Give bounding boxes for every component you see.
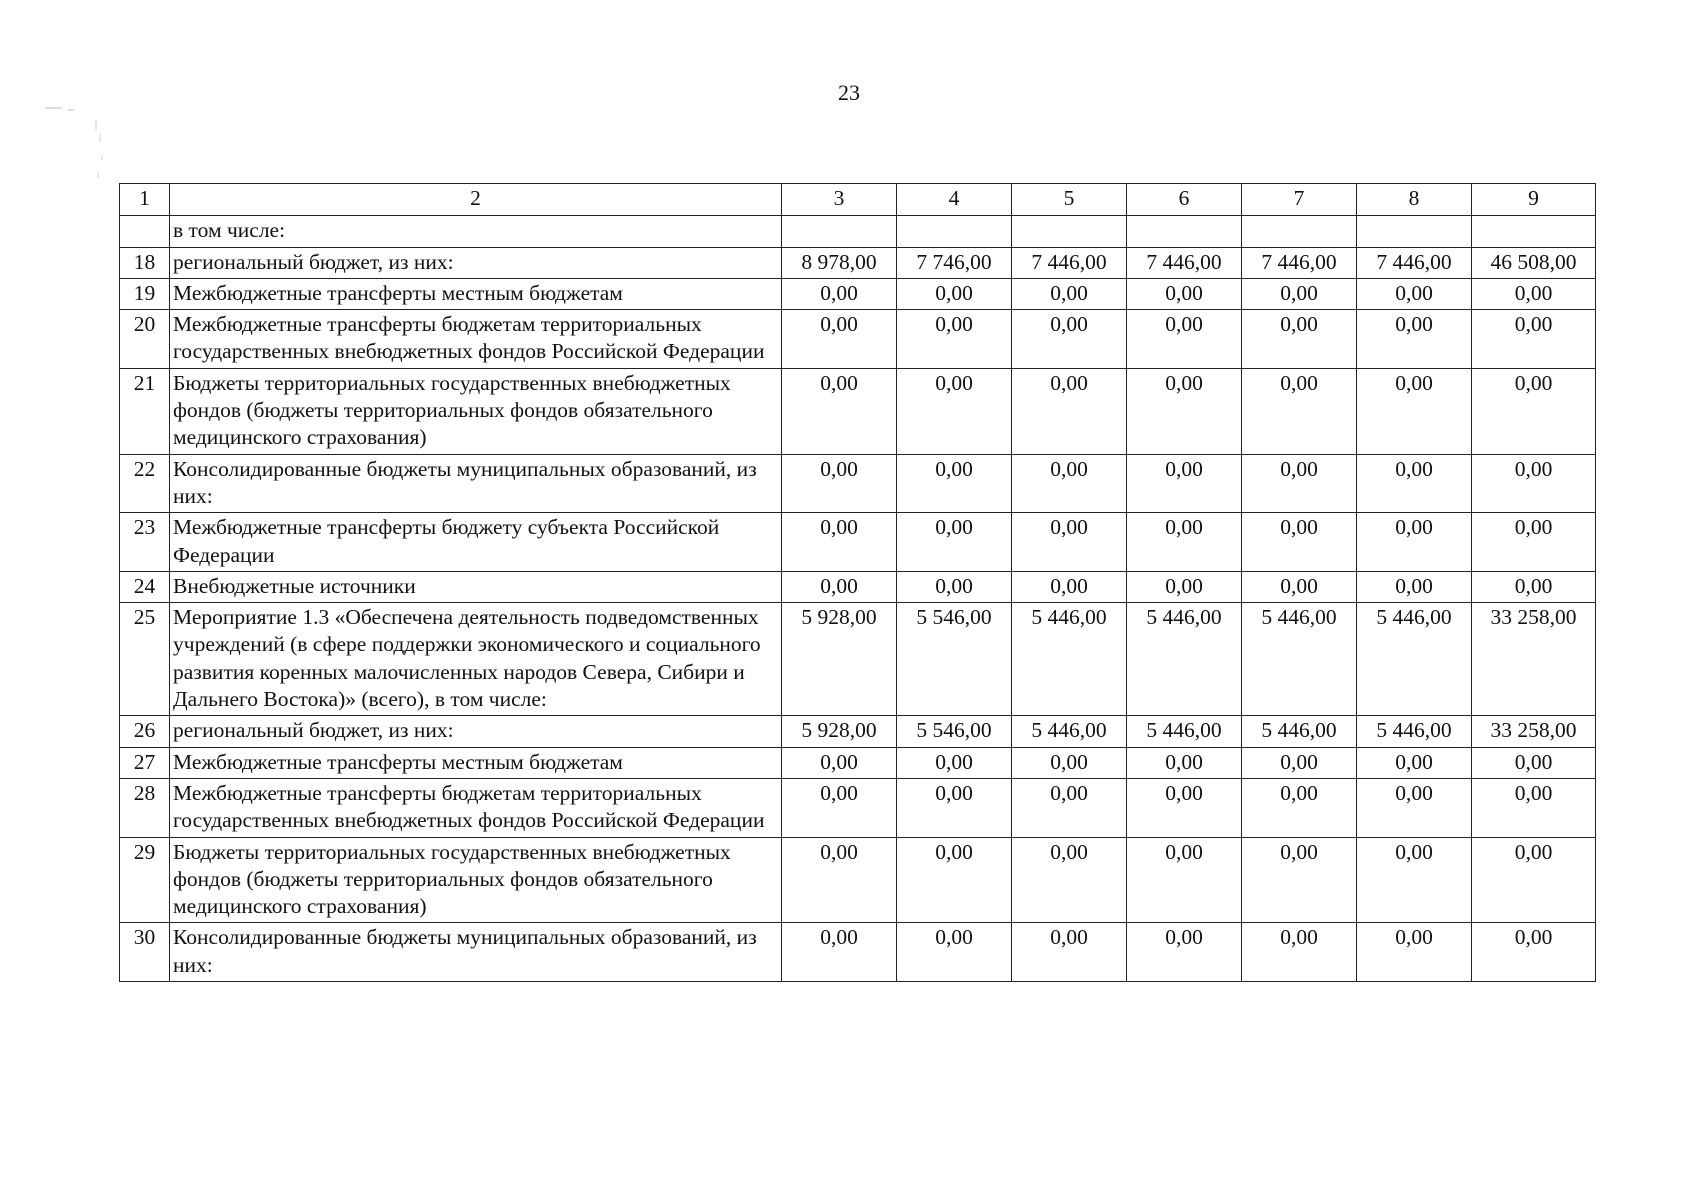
row-number: 21 <box>120 368 170 454</box>
row-description: региональный бюджет, из них: <box>170 247 782 278</box>
row-number: 27 <box>120 747 170 778</box>
row-description: Бюджеты территориальных государственных внебюджетных фондов (бюджеты территориальных фондов обязательного медицинского страхования) <box>170 837 782 923</box>
value-cell-col-9: 0,00 <box>1472 747 1596 778</box>
value-cell-col-8: 0,00 <box>1357 513 1472 572</box>
table-header-row <box>120 184 1596 216</box>
value-cell-col-9: 0,00 <box>1472 778 1596 837</box>
row-number: 29 <box>120 837 170 923</box>
table-row <box>120 368 1596 454</box>
row-number: 30 <box>120 923 170 982</box>
value-cell-col-8: 0,00 <box>1357 310 1472 369</box>
row-description: Консолидированные бюджеты муниципальных образований, из них: <box>170 923 782 982</box>
value-cell-col-7: 0,00 <box>1242 278 1357 309</box>
value-cell-col-8: 0,00 <box>1357 747 1472 778</box>
column-header-3: 3 <box>782 184 897 216</box>
value-cell-col-9: 0,00 <box>1472 278 1596 309</box>
row-description: в том числе: <box>170 216 782 247</box>
table-row <box>120 513 1596 572</box>
value-cell-col-6: 0,00 <box>1127 454 1242 513</box>
row-description: Консолидированные бюджеты муниципальных образований, из них: <box>170 454 782 513</box>
value-cell-col-9: 0,00 <box>1472 923 1596 982</box>
value-cell-col-8: 5 446,00 <box>1357 603 1472 716</box>
table-row <box>120 778 1596 837</box>
value-cell-col-4: 0,00 <box>897 310 1012 369</box>
value-cell-col-8: 0,00 <box>1357 837 1472 923</box>
value-cell-col-5: 0,00 <box>1012 747 1127 778</box>
row-number: 20 <box>120 310 170 369</box>
value-cell-col-6: 0,00 <box>1127 923 1242 982</box>
value-cell-col-5 <box>1012 216 1127 247</box>
value-cell-col-6: 0,00 <box>1127 310 1242 369</box>
value-cell-col-8: 0,00 <box>1357 571 1472 602</box>
value-cell-col-7: 0,00 <box>1242 571 1357 602</box>
value-cell-col-3: 0,00 <box>782 923 897 982</box>
table-row <box>120 923 1596 982</box>
row-description: Внебюджетные источники <box>170 571 782 602</box>
table-row <box>120 716 1596 747</box>
row-number: 23 <box>120 513 170 572</box>
value-cell-col-9: 46 508,00 <box>1472 247 1596 278</box>
table-row <box>120 278 1596 309</box>
table-row <box>120 310 1596 369</box>
value-cell-col-4: 0,00 <box>897 923 1012 982</box>
row-number: 22 <box>120 454 170 513</box>
value-cell-col-3: 0,00 <box>782 778 897 837</box>
column-header-4: 4 <box>897 184 1012 216</box>
row-description: Мероприятие 1.3 «Обеспечена деятельность подведомственных учреждений (в сфере поддержки экономического и социального развития коренных малочисленных народов Севера, Сибири и Дальнего Востока)» (всего), в том числе: <box>170 603 782 716</box>
value-cell-col-7: 0,00 <box>1242 454 1357 513</box>
row-number: 25 <box>120 603 170 716</box>
row-description: Межбюджетные трансферты местным бюджетам <box>170 278 782 309</box>
column-header-2: 2 <box>170 184 782 216</box>
value-cell-col-4: 0,00 <box>897 778 1012 837</box>
value-cell-col-4: 0,00 <box>897 454 1012 513</box>
table-row <box>120 603 1596 716</box>
value-cell-col-7: 7 446,00 <box>1242 247 1357 278</box>
row-number: 18 <box>120 247 170 278</box>
value-cell-col-5: 0,00 <box>1012 778 1127 837</box>
row-description: региональный бюджет, из них: <box>170 716 782 747</box>
value-cell-col-6: 0,00 <box>1127 747 1242 778</box>
row-number: 28 <box>120 778 170 837</box>
column-header-9: 9 <box>1472 184 1596 216</box>
value-cell-col-4: 0,00 <box>897 837 1012 923</box>
value-cell-col-8: 0,00 <box>1357 368 1472 454</box>
value-cell-col-4: 7 746,00 <box>897 247 1012 278</box>
table-row <box>120 454 1596 513</box>
value-cell-col-7: 0,00 <box>1242 747 1357 778</box>
value-cell-col-3 <box>782 216 897 247</box>
value-cell-col-5: 0,00 <box>1012 923 1127 982</box>
value-cell-col-7 <box>1242 216 1357 247</box>
row-number: 19 <box>120 278 170 309</box>
value-cell-col-7: 0,00 <box>1242 310 1357 369</box>
value-cell-col-7: 5 446,00 <box>1242 716 1357 747</box>
value-cell-col-4: 0,00 <box>897 513 1012 572</box>
value-cell-col-9 <box>1472 216 1596 247</box>
value-cell-col-5: 0,00 <box>1012 310 1127 369</box>
value-cell-col-5: 0,00 <box>1012 513 1127 572</box>
value-cell-col-8: 7 446,00 <box>1357 247 1472 278</box>
table-row <box>120 571 1596 602</box>
value-cell-col-6: 0,00 <box>1127 278 1242 309</box>
column-header-6: 6 <box>1127 184 1242 216</box>
value-cell-col-3: 0,00 <box>782 278 897 309</box>
value-cell-col-3: 0,00 <box>782 571 897 602</box>
row-description: Межбюджетные трансферты местным бюджетам <box>170 747 782 778</box>
row-number <box>120 216 170 247</box>
value-cell-col-6: 5 446,00 <box>1127 603 1242 716</box>
value-cell-col-5: 0,00 <box>1012 454 1127 513</box>
value-cell-col-7: 0,00 <box>1242 368 1357 454</box>
value-cell-col-3: 5 928,00 <box>782 603 897 716</box>
scan-noise-marks <box>40 100 110 210</box>
value-cell-col-5: 0,00 <box>1012 368 1127 454</box>
value-cell-col-8: 0,00 <box>1357 454 1472 513</box>
value-cell-col-7: 0,00 <box>1242 778 1357 837</box>
value-cell-col-4: 5 546,00 <box>897 716 1012 747</box>
value-cell-col-5: 5 446,00 <box>1012 603 1127 716</box>
value-cell-col-4: 0,00 <box>897 278 1012 309</box>
row-description: Межбюджетные трансферты бюджетам территориальных государственных внебюджетных фондов Российской Федерации <box>170 310 782 369</box>
table-row <box>120 216 1596 247</box>
table-row <box>120 747 1596 778</box>
value-cell-col-3: 0,00 <box>782 310 897 369</box>
value-cell-col-5: 7 446,00 <box>1012 247 1127 278</box>
value-cell-col-6: 0,00 <box>1127 778 1242 837</box>
row-description: Межбюджетные трансферты бюджетам территориальных государственных внебюджетных фондов Российской Федерации <box>170 778 782 837</box>
table-row <box>120 837 1596 923</box>
value-cell-col-6: 0,00 <box>1127 368 1242 454</box>
value-cell-col-9: 0,00 <box>1472 837 1596 923</box>
value-cell-col-3: 0,00 <box>782 454 897 513</box>
value-cell-col-4: 0,00 <box>897 368 1012 454</box>
value-cell-col-8: 0,00 <box>1357 778 1472 837</box>
page-number: 23 <box>838 80 860 105</box>
value-cell-col-9: 0,00 <box>1472 310 1596 369</box>
value-cell-col-9: 33 258,00 <box>1472 603 1596 716</box>
value-cell-col-8: 0,00 <box>1357 923 1472 982</box>
value-cell-col-6: 0,00 <box>1127 571 1242 602</box>
value-cell-col-8: 0,00 <box>1357 278 1472 309</box>
column-header-5: 5 <box>1012 184 1127 216</box>
value-cell-col-6: 0,00 <box>1127 837 1242 923</box>
value-cell-col-5: 0,00 <box>1012 278 1127 309</box>
value-cell-col-4: 5 546,00 <box>897 603 1012 716</box>
value-cell-col-6 <box>1127 216 1242 247</box>
value-cell-col-9: 0,00 <box>1472 368 1596 454</box>
value-cell-col-3: 8 978,00 <box>782 247 897 278</box>
column-header-8: 8 <box>1357 184 1472 216</box>
value-cell-col-9: 0,00 <box>1472 513 1596 572</box>
value-cell-col-9: 0,00 <box>1472 571 1596 602</box>
budget-table <box>119 183 1596 982</box>
value-cell-col-3: 0,00 <box>782 368 897 454</box>
column-header-7: 7 <box>1242 184 1357 216</box>
column-header-1: 1 <box>120 184 170 216</box>
value-cell-col-3: 0,00 <box>782 747 897 778</box>
value-cell-col-7: 0,00 <box>1242 837 1357 923</box>
value-cell-col-8 <box>1357 216 1472 247</box>
value-cell-col-4 <box>897 216 1012 247</box>
value-cell-col-5: 0,00 <box>1012 837 1127 923</box>
value-cell-col-9: 33 258,00 <box>1472 716 1596 747</box>
value-cell-col-3: 5 928,00 <box>782 716 897 747</box>
value-cell-col-9: 0,00 <box>1472 454 1596 513</box>
row-description: Межбюджетные трансферты бюджету субъекта Российской Федерации <box>170 513 782 572</box>
value-cell-col-5: 0,00 <box>1012 571 1127 602</box>
value-cell-col-7: 0,00 <box>1242 513 1357 572</box>
value-cell-col-4: 0,00 <box>897 571 1012 602</box>
row-number: 26 <box>120 716 170 747</box>
value-cell-col-7: 5 446,00 <box>1242 603 1357 716</box>
table-row <box>120 247 1596 278</box>
value-cell-col-6: 7 446,00 <box>1127 247 1242 278</box>
value-cell-col-6: 0,00 <box>1127 513 1242 572</box>
value-cell-col-3: 0,00 <box>782 837 897 923</box>
value-cell-col-5: 5 446,00 <box>1012 716 1127 747</box>
value-cell-col-6: 5 446,00 <box>1127 716 1242 747</box>
row-description: Бюджеты территориальных государственных внебюджетных фондов (бюджеты территориальных фондов обязательного медицинского страхования) <box>170 368 782 454</box>
row-number: 24 <box>120 571 170 602</box>
table-body <box>120 184 1596 982</box>
value-cell-col-4: 0,00 <box>897 747 1012 778</box>
value-cell-col-3: 0,00 <box>782 513 897 572</box>
value-cell-col-8: 5 446,00 <box>1357 716 1472 747</box>
value-cell-col-7: 0,00 <box>1242 923 1357 982</box>
